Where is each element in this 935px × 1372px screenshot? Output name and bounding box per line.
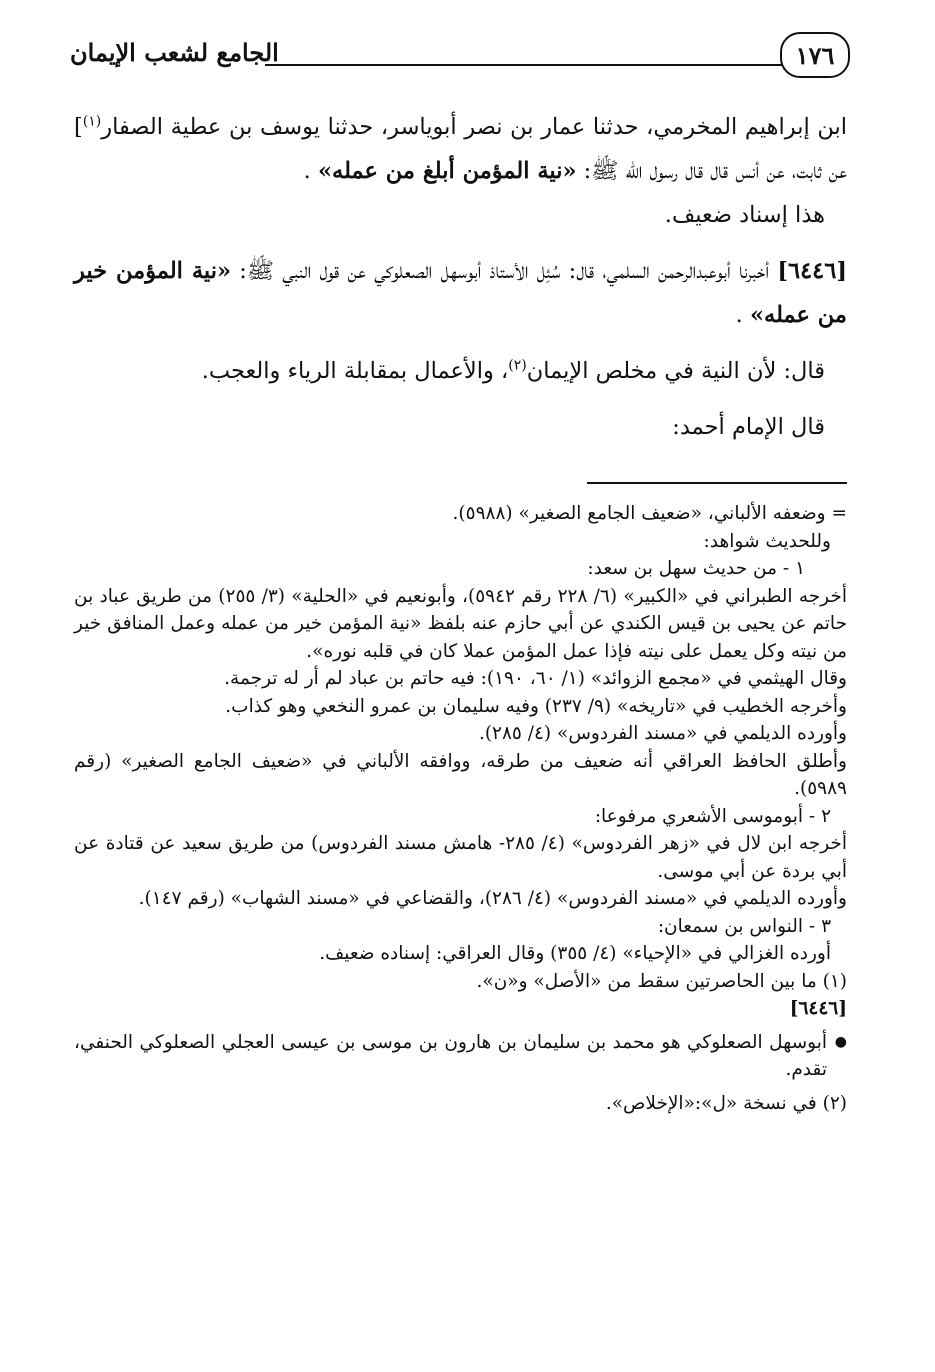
footnotes (74, 500, 847, 1117)
footnote-line: وأطلق الحافظ العراقي أنه ضعيف من طرقه، ووافقه الألباني في «ضعيف الجامع الصغير» (رقم ٥٩٨٩). (74, 750, 847, 799)
footnote-2: (٢) في نسخة «ل»:«الإخلاص». (605, 1092, 847, 1114)
hadith-quote: «نية المؤمن أبلغ من عمله» (317, 158, 577, 184)
footnote-bullet-item (74, 1029, 847, 1084)
footnote-line: أبوسهل الصعلوكي هو محمد بن سليمان بن هارون بن موسى بن عيسى العجلي الصعلوكي الحنفي، تقدم. (74, 1031, 827, 1080)
paragraph-6446: [٦٤٤٦] أخبرنا أبوعبدالرحمن السلمي، قال: سُئِل الأستاذ أبوسهل الصعلوكي عن قول النبي ﷺ: «نية المؤمن خير من عمله» . (74, 258, 847, 328)
footnote-line: أورده الغزالي في «الإحياء» (٤/ ٣٥٥) وقال العراقي: إسناده ضعيف. (319, 943, 831, 964)
grading-note: هذا إسناد ضعيف. (664, 202, 825, 228)
narration-text: أخبرنا أبوعبدالرحمن السلمي، قال: سُئِل الأستاذ أبوسهل الصعلوكي عن قول النبي ﷺ: (231, 258, 778, 284)
footnote-line: وقال الهيثمي في «مجمع الزوائد» (١/ ٦٠، ١٩٠): فيه حاتم بن عباد لم أر له ترجمة. (224, 668, 847, 689)
footnote-ref-1: (١) (82, 113, 102, 130)
isnad-text: ابن إبراهيم المخرمي، حدثنا عمار بن نصر أبوياسر، حدثنا يوسف بن عطية الصفار (101, 114, 847, 140)
bracket-close: ] (74, 114, 83, 140)
footnote-line: ٢ - أبوموسى الأشعري مرفوعا: (594, 805, 831, 827)
header-rule (265, 64, 782, 66)
imam-ahmad-said: قال الإمام أحمد: (672, 414, 825, 440)
page-number: ١٧٦ (780, 32, 850, 78)
footnote-line: وللحديث شواهد: (703, 530, 831, 552)
hadith-number: [٦٤٤٦] (777, 258, 847, 284)
footnote-ref-2: (٢) (508, 357, 527, 374)
isnad-text-cont: عن ثابت، عن أنس قال قال رسول الله ﷺ: (576, 158, 847, 184)
main-text (74, 105, 847, 449)
page-header (60, 30, 850, 80)
footnote-line: أخرجه الطبراني في «الكبير» (٦/ ٢٢٨ رقم ٥٩٤٢)، وأبونعيم في «الحلية» (٣/ ٢٥٥) من طريق عباد بن حاتم عن يحيى بن قيس الكندي عن أبي حازم عنه بلفظ «نية المؤمن خير من عمله وعمل المنافق خير من نيته وكل يعمل على نيته فإذا عمل المؤمن عملا كان في قلبه نوره». (74, 585, 847, 662)
explanation: قال: لأن النية في مخلص الإيمان$^{(٢)}$، والأعمال بمقابلة الرياء والعجب. (201, 357, 825, 384)
footnote-line: أخرجه ابن لال في «زهر الفردوس» (٤/ ٢٨٥- هامش مسند الفردوس) من طريق سعيد عن قتادة عن أبي بردة عن أبي موسى. (74, 833, 847, 882)
footnote-line: وأورده الديلمي في «مسند الفردوس» (٤/ ٢٨٥). (478, 723, 847, 744)
hadith-quote-2: «نية المؤمن خير من عمله» (74, 258, 847, 328)
footnote-line: وأخرجه الخطيب في «تاريخه» (٩/ ٢٣٧) وفيه سليمان بن عمرو النخعي وهو كذاب. (225, 695, 847, 717)
bullet-icon: ● (834, 1033, 847, 1050)
footnote-line: ٣ - النواس بن سمعان: (657, 915, 831, 937)
footnote-hadith-number: [٦٤٤٦] (789, 998, 847, 1019)
footnote-line: ١ - من حديث سهل بن سعد: (587, 558, 805, 579)
footnote-1: (١) ما بين الحاصرتين سقط من «الأصل» و«ن». (476, 970, 847, 992)
running-title: الجامع لشعب الإيمان (70, 38, 279, 67)
paragraph-isnad: ابن إبراهيم المخرمي، حدثنا عمار بن نصر أبوياسر، حدثنا يوسف بن عطية الصفار$^{(١)}$] عن ثابت، عن أنس قال قال رسول الله ﷺ: «نية المؤمن أبلغ من عمله» . (74, 113, 847, 184)
footnote-line: = وضعفه الألباني، «ضعيف الجامع الصغير» (٥٩٨٨). (452, 503, 847, 524)
footnote-divider (587, 482, 847, 484)
footnote-line: وأورده الديلمي في «مسند الفردوس» (٤/ ٢٨٦)، والقضاعي في «مسند الشهاب» (رقم ١٤٧). (138, 888, 847, 909)
